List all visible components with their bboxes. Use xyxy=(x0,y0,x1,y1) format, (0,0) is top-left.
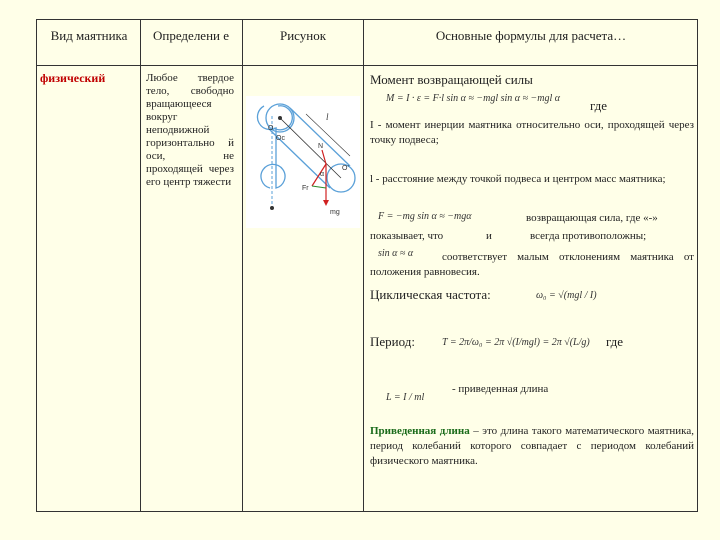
torque-title: Момент возвращающей силы xyxy=(370,72,533,87)
force-text-d: всегда противоположны; xyxy=(530,230,647,242)
header-definition: Определени е xyxy=(152,28,230,43)
reduced-length-definition xyxy=(370,424,694,469)
label-mg: mg xyxy=(330,209,340,216)
label-alpha: α xyxy=(320,171,325,178)
where-2: где xyxy=(606,334,624,349)
label-n: N xyxy=(318,143,324,150)
label-oc: Oc xyxy=(276,135,285,142)
header-kind: Вид маятника xyxy=(50,28,128,43)
pendulum-figure xyxy=(246,96,360,228)
inertia-text: I - момент инерции маятника относительно оси, проходящей через точку подвеса; xyxy=(370,119,694,146)
torque-formula: M = I · ε = F·l sin α ≈ −mgl sin α ≈ −mgl α xyxy=(386,93,561,104)
force-formula: F = −mg sin α ≈ −mgα xyxy=(378,211,472,222)
reduced-length-term: Приведенная длина xyxy=(370,425,470,437)
pendulum-kind: физический xyxy=(40,71,106,85)
label-l: l xyxy=(326,112,329,122)
where-1: где xyxy=(590,98,608,113)
reduced-length-formula: L = I / ml xyxy=(386,392,425,403)
force-text-a: возвращающая сила, где «-» xyxy=(526,212,658,224)
sin-formula: sin α ≈ α xyxy=(378,248,414,259)
reduced-length-def-text: – это длина такого математического маятника, период колебаний которого совпадает с периодом колебаний физического маятника. xyxy=(370,425,694,467)
col-divider-2 xyxy=(242,19,243,512)
label-o-prime: O' xyxy=(342,165,349,172)
period-label: Период: xyxy=(370,334,415,349)
force-text-c: и xyxy=(486,230,492,242)
col-divider-1 xyxy=(140,19,141,512)
header-divider xyxy=(36,65,698,66)
label-fr: Fr xyxy=(302,185,309,192)
period-formula: T = 2π/ω₀ = 2π √(I/mgl) = 2π √(L/g) xyxy=(442,337,590,348)
pendulum-definition: Любое твердое тело, свободно вращающееся вокруг неподвижной горизонтально й оси, не проходящей через его центр тяжести xyxy=(146,72,234,188)
force-text-b: показывает, что xyxy=(370,230,444,242)
frequency-formula: ω₀ = √(mgl / I) xyxy=(536,290,597,301)
label-o: O xyxy=(268,125,274,132)
sin-text: соответствует малым отклонениям маятника от положения равновесия. xyxy=(370,251,694,278)
distance-text: l - расстояние между точкой подвеса и центром масс маятника; xyxy=(370,173,666,185)
reduced-length-text: - приведенная длина xyxy=(452,383,549,395)
header-figure: Рисунок xyxy=(279,28,327,43)
col-divider-3 xyxy=(363,19,364,512)
frequency-label: Циклическая частота: xyxy=(370,287,491,302)
header-formulas: Основные формулы для расчета… xyxy=(435,28,627,43)
